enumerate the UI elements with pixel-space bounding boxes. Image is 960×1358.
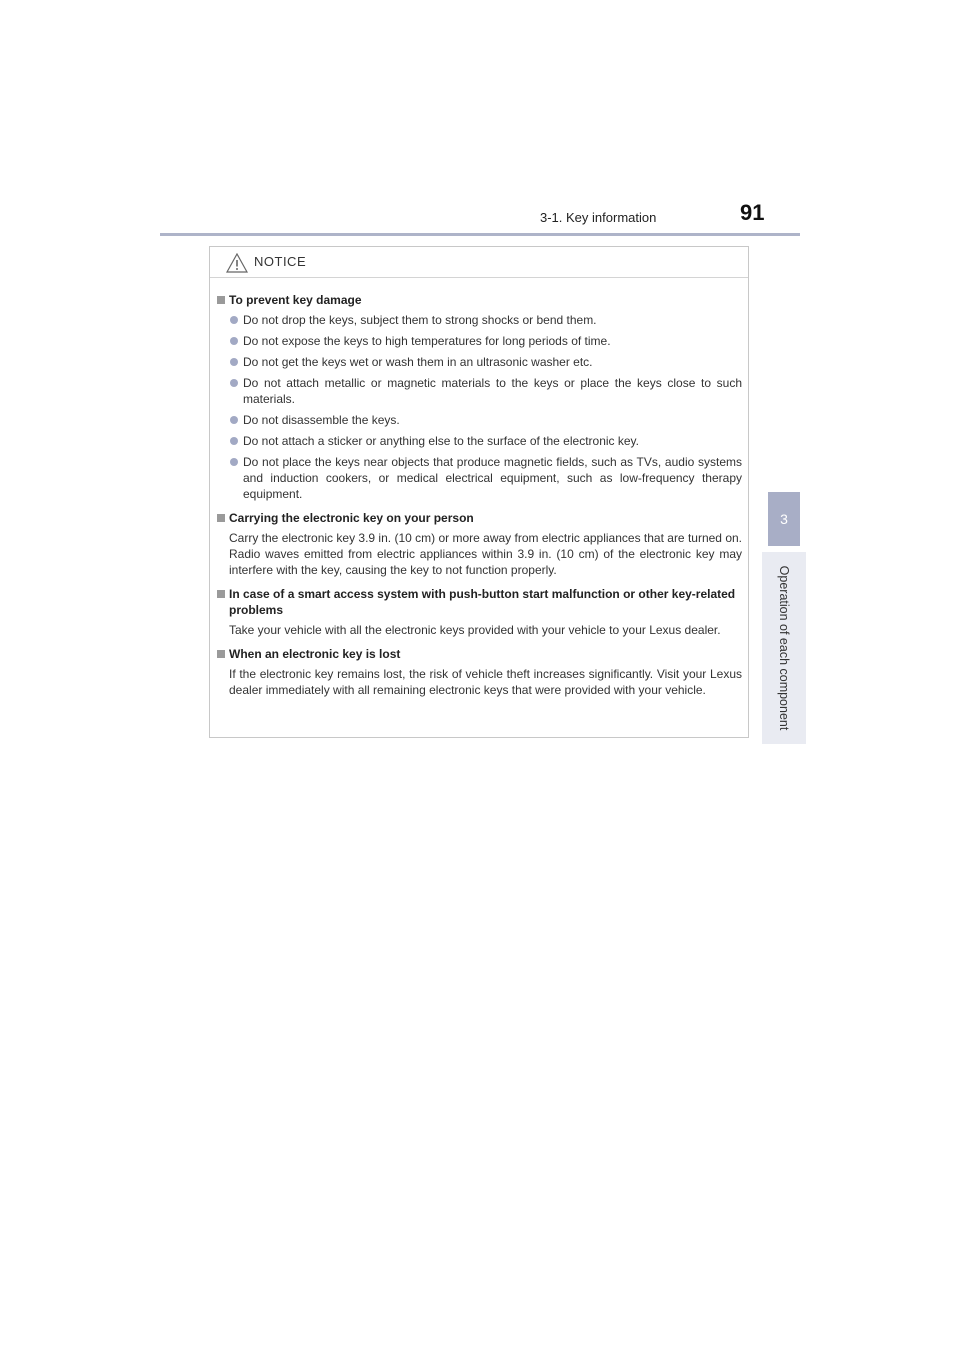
section-title: 3-1. Key information	[540, 210, 657, 225]
list-item-text: Do not attach metallic or magnetic materials to the keys or place the keys close to such materials.	[243, 376, 742, 406]
circle-bullet-icon	[230, 316, 238, 324]
list-item	[217, 433, 742, 449]
paragraph: Carry the electronic key 3.9 in. (10 cm) or more away from electric appliances that are turned on. Radio waves emitted from electric appliances within 3.9 in. (10 cm) of the electronic key may interfere with the key, causing the key to not function properly.	[229, 531, 742, 577]
section-heading-text: Carrying the electronic key on your person	[229, 511, 474, 525]
list-item-text: Do not expose the keys to high temperatures for long periods of time.	[243, 334, 611, 348]
square-bullet-icon	[217, 296, 225, 304]
circle-bullet-icon	[230, 458, 238, 466]
square-bullet-icon	[217, 514, 225, 522]
section-heading-text: To prevent key damage	[229, 293, 362, 307]
list-item-text: Do not attach a sticker or anything else to the surface of the electronic key.	[243, 434, 639, 448]
notice-label: NOTICE	[254, 254, 307, 269]
section-heading-text: In case of a smart access system with push-button start malfunction or other key-related problems	[229, 587, 736, 617]
section-heading	[217, 646, 742, 662]
chapter-tab-label[interactable]	[762, 552, 806, 744]
section-heading	[217, 586, 742, 618]
circle-bullet-icon	[230, 437, 238, 445]
list-item-text: Do not place the keys near objects that produce magnetic fields, such as TVs, audio systems and induction cookers, or medical electrical equipment, such as low-frequency therapy equipment.	[243, 455, 742, 501]
list-item-text: Do not disassemble the keys.	[243, 413, 400, 427]
list-item	[217, 454, 742, 502]
warning-triangle-icon	[226, 253, 248, 278]
list-item	[217, 333, 742, 349]
square-bullet-icon	[217, 590, 225, 598]
circle-bullet-icon	[230, 358, 238, 366]
notice-body	[210, 278, 748, 698]
page-number: 91	[740, 200, 765, 225]
notice-box	[209, 246, 749, 738]
paragraph: If the electronic key remains lost, the risk of vehicle theft increases significantly. Visit your Lexus dealer immediately with all remaining electronic keys that were provided with your vehicle.	[229, 667, 742, 697]
notice-header	[210, 247, 748, 278]
circle-bullet-icon	[230, 416, 238, 424]
list-item	[217, 412, 742, 428]
list-item	[217, 354, 742, 370]
chapter-tab-number[interactable]: 3	[768, 492, 800, 546]
circle-bullet-icon	[230, 337, 238, 345]
list-item	[217, 312, 742, 328]
section-heading	[217, 510, 742, 526]
paragraph: Take your vehicle with all the electronic keys provided with your vehicle to your Lexus dealer.	[229, 623, 721, 637]
section-heading-text: When an electronic key is lost	[229, 647, 401, 661]
list-item	[217, 375, 742, 407]
list-item-text: Do not get the keys wet or wash them in an ultrasonic washer etc.	[243, 355, 593, 369]
square-bullet-icon	[217, 650, 225, 658]
header-divider	[160, 233, 800, 236]
list-item-text: Do not drop the keys, subject them to strong shocks or bend them.	[243, 313, 597, 327]
section-heading	[217, 292, 742, 308]
chapter-label-text: Operation of each component	[777, 565, 791, 731]
circle-bullet-icon	[230, 379, 238, 387]
